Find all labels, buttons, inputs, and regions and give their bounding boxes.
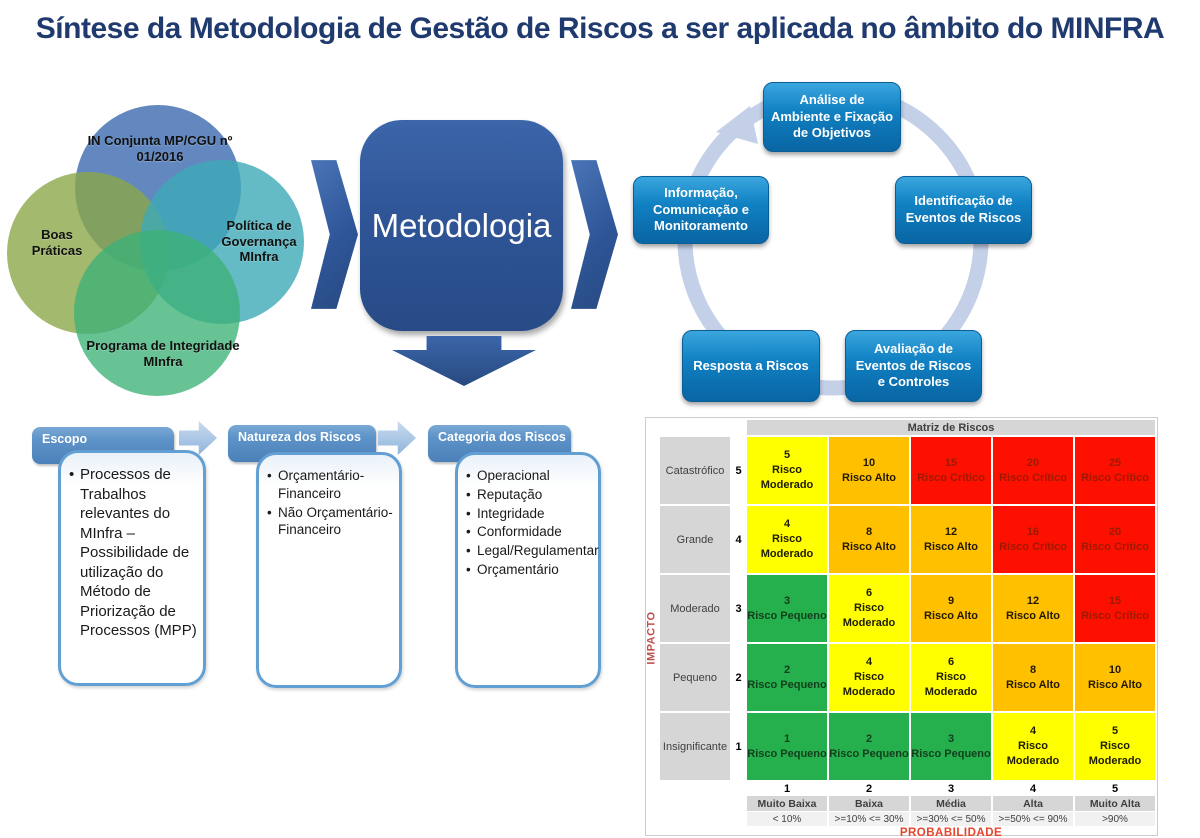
matrix-cell: 8 Risco Alto	[829, 506, 909, 573]
bullet-item: • Conformidade	[466, 523, 592, 541]
cycle-step-analise-ambiente: Análise de Ambiente e Fixação de Objetivos	[763, 82, 901, 152]
impact-row-number: 3	[732, 575, 745, 642]
impact-row-number: 2	[732, 644, 745, 711]
impact-row-number: 5	[732, 437, 745, 504]
bullet-item: • Orçamentário	[466, 561, 592, 579]
impact-row-label: Insignificante	[660, 713, 730, 780]
probability-range: >90%	[1075, 812, 1155, 826]
matrix-cell: 12 Risco Alto	[911, 506, 991, 573]
probability-label: Média	[911, 796, 991, 811]
matrix-cell: 20 Risco Crítico	[1075, 506, 1155, 573]
matrix-cell: 4 Risco Moderado	[747, 506, 827, 573]
arrow-natureza-to-categoria-icon	[378, 421, 416, 455]
matrix-cell: 25 Risco Crítico	[1075, 437, 1155, 504]
venn-label-politica-governanca: Política de Governança MInfra	[221, 218, 297, 265]
matrix-cell: 12 Risco Alto	[993, 575, 1073, 642]
bullet-item: • Legal/Regulamentar	[466, 542, 592, 560]
probability-range: >=10% <= 30%	[829, 812, 909, 826]
matrix-cell: 9 Risco Alto	[911, 575, 991, 642]
spacer	[660, 782, 730, 795]
probability-range: >=50% <= 90%	[993, 812, 1073, 826]
page-title: Síntese da Metodologia de Gestão de Riscos a ser aplicada no âmbito do MINFRA	[35, 12, 1165, 45]
matrix-cell: 2 Risco Pequeno	[829, 713, 909, 780]
matrix-cell: 15 Risco Crítico	[911, 437, 991, 504]
panel-box-natureza	[256, 452, 402, 688]
matrix-cell: 2 Risco Pequeno	[747, 644, 827, 711]
matrix-cell: 10 Risco Alto	[1075, 644, 1155, 711]
spacer	[660, 812, 730, 826]
arrow-methodology-down-icon	[392, 336, 536, 386]
methodology-box: Metodologia	[360, 120, 563, 331]
matrix-cell: 20 Risco Crítico	[993, 437, 1073, 504]
probability-label: Muito Alta	[1075, 796, 1155, 811]
probability-label: Baixa	[829, 796, 909, 811]
risk-matrix-probability-area	[660, 782, 1155, 838]
arrow-venn-to-methodology-icon	[311, 157, 358, 312]
spacer	[732, 827, 745, 838]
probability-range: < 10%	[747, 812, 827, 826]
probability-column-number: 5	[1111, 782, 1119, 795]
matrix-cell: 4 Risco Moderado	[993, 713, 1073, 780]
bullet-item: • Operacional	[466, 467, 592, 485]
spacer	[732, 796, 745, 811]
bullet-item: • Orçamentário-Financeiro	[267, 467, 393, 503]
arrow-methodology-to-cycle-icon	[571, 157, 618, 312]
matrix-cell: 3 Risco Pequeno	[747, 575, 827, 642]
probability-column-number: 4	[1029, 782, 1037, 795]
matrix-cell: 10 Risco Alto	[829, 437, 909, 504]
risk-matrix-panel	[645, 417, 1158, 836]
cycle-step-resposta-riscos: Resposta a Riscos	[682, 330, 820, 402]
impact-row-label: Moderado	[660, 575, 730, 642]
spacer	[660, 827, 730, 838]
matrix-cell: 16 Risco Crítico	[993, 506, 1073, 573]
bullet-item: • Reputação	[466, 486, 592, 504]
matrix-cell: 6 Risco Moderado	[911, 644, 991, 711]
impact-row-label: Catastrófico	[660, 437, 730, 504]
matrix-cell: 8 Risco Alto	[993, 644, 1073, 711]
probability-column-number: 1	[783, 782, 791, 795]
venn-label-programa-integridade: Programa de Integridade MInfra	[86, 338, 240, 369]
bullet-item: • Processos de Trabalhos relevantes do MInfra – Possibilidade de utilização do Método de Priorização de Processos (MPP)	[69, 465, 197, 641]
impact-row-label: Pequeno	[660, 644, 730, 711]
impact-row-number: 1	[732, 713, 745, 780]
probability-label: Alta	[993, 796, 1073, 811]
impact-row-label: Grande	[660, 506, 730, 573]
matrix-cell: 5 Risco Moderado	[747, 437, 827, 504]
spacer	[732, 782, 745, 795]
matrix-cell: 15 Risco Crítico	[1075, 575, 1155, 642]
risk-matrix-grid	[660, 420, 1155, 780]
cycle-step-avaliacao-eventos: Avaliação de Eventos de Riscos e Controles	[845, 330, 982, 402]
panel-header-natureza: Natureza dos Riscos	[228, 425, 376, 462]
matrix-title: Matriz de Riscos	[747, 420, 1155, 435]
panel-box-categoria	[455, 452, 601, 688]
panel-header-categoria: Categoria dos Riscos	[428, 425, 571, 462]
probability-range: >=30% <= 50%	[911, 812, 991, 826]
spacer	[732, 812, 745, 826]
matrix-cell: 4 Risco Moderado	[829, 644, 909, 711]
bullet-item: • Integridade	[466, 505, 592, 523]
venn-label-boas-praticas: Boas Práticas	[31, 227, 83, 258]
venn-label-in-conjunta: IN Conjunta MP/CGU nº 01/2016	[87, 133, 233, 164]
probability-label: Muito Baixa	[747, 796, 827, 811]
impact-row-number: 4	[732, 506, 745, 573]
impact-axis-label: IMPACTO	[646, 611, 658, 665]
cycle-step-identificacao-eventos: Identificação de Eventos de Riscos	[895, 176, 1032, 244]
matrix-cell: 3 Risco Pequeno	[911, 713, 991, 780]
panel-box-escopo	[58, 450, 206, 686]
panel-header-escopo: Escopo	[32, 427, 174, 464]
spacer	[660, 796, 730, 811]
bullet-item: • Não Orçamentário-Financeiro	[267, 504, 393, 540]
cycle-step-informacao-comunicacao: Informação, Comunicação e Monitoramento	[633, 176, 769, 244]
probability-axis-label: PROBABILIDADE	[899, 826, 1003, 838]
matrix-cell: 6 Risco Moderado	[829, 575, 909, 642]
probability-column-number: 2	[865, 782, 873, 795]
matrix-cell: 1 Risco Pequeno	[747, 713, 827, 780]
matrix-cell: 5 Risco Moderado	[1075, 713, 1155, 780]
probability-column-number: 3	[947, 782, 955, 795]
